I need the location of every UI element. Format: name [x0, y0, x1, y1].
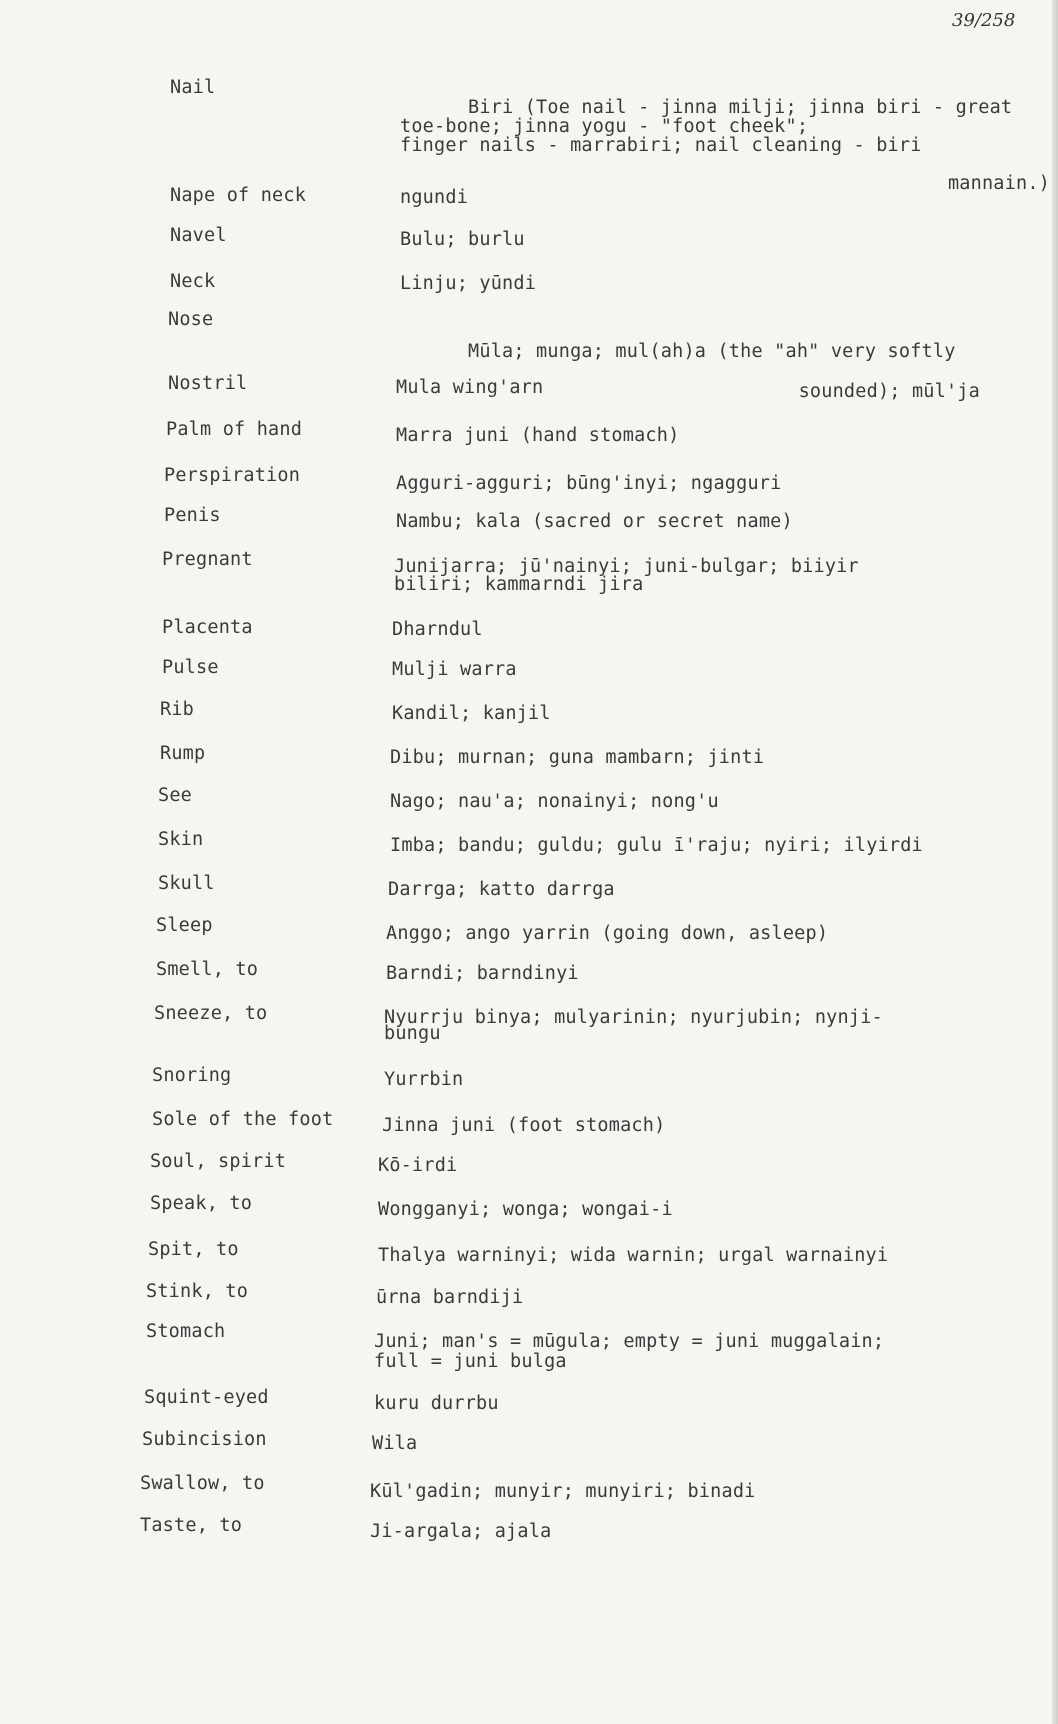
entry-term: Subincision — [142, 1429, 267, 1450]
entry-definition: Mulji warra — [392, 659, 517, 680]
entry-term: Rib — [160, 699, 195, 720]
entry-definition — [400, 79, 1058, 231]
entry-definition: Agguri-agguri; būng'inyi; ngagguri — [396, 473, 782, 494]
entry-definition: Yurrbin — [384, 1069, 464, 1090]
entry-definition: Nago; nau'a; nonainyi; nong'u — [390, 791, 719, 812]
entry-term: Squint-eyed — [144, 1387, 269, 1408]
entry-term: Snoring — [152, 1065, 232, 1086]
entry-term: Sole of the foot — [152, 1109, 334, 1130]
entry-term: Pulse — [162, 657, 219, 678]
entry-term: Stomach — [146, 1321, 226, 1342]
entry-definition: ngundi — [400, 187, 469, 208]
entry-term: Sneeze, to — [154, 1003, 268, 1024]
entry-term: Perspiration — [164, 465, 301, 486]
definition-tail: sounded); mūl'ja — [798, 381, 980, 402]
definition-text: Biri (Toe nail - jinna milji; jinna biri - great toe-bone; jinna yogu - "foot cheek"; finger nails - marrabiri; nail cleaning - biri — [400, 97, 1013, 156]
entry-term: Navel — [170, 225, 227, 246]
entry-term: Rump — [160, 743, 206, 764]
entry-term: Sleep — [156, 915, 213, 936]
entry-term: Neck — [170, 271, 216, 292]
entry-definition: Bulu; burlu — [400, 229, 525, 250]
entry-definition: Kūl'gadin; munyir; munyiri; binadi — [370, 1481, 756, 1502]
entry-definition: Marra juni (hand stomach) — [396, 425, 680, 446]
entry-definition: Nyurrju binya; mulyarinin; nyurjubin; nynji- bungu — [384, 1007, 883, 1044]
entry-definition: Barndi; barndinyi — [386, 963, 579, 984]
entry-definition: Darrga; katto darrga — [388, 879, 615, 900]
entry-term: Nail — [170, 77, 216, 98]
entry-term: Nose — [168, 309, 214, 330]
entry-definition: Nambu; kala (sacred or secret name) — [396, 511, 793, 532]
entry-term: See — [158, 785, 193, 806]
definition-tail: mannain.) — [947, 173, 1050, 194]
page-edge — [1052, 0, 1058, 1724]
entry-definition: Imba; bandu; guldu; gulu ī'raju; nyiri; ilyirdi — [390, 835, 923, 856]
entry-definition: Kō-irdi — [378, 1155, 458, 1176]
definition-text: Mūla; munga; mul(ah)a (the "ah" very softly — [468, 341, 956, 362]
entry-term: Speak, to — [150, 1193, 253, 1214]
entry-definition: Jinna juni (foot stomach) — [382, 1115, 666, 1136]
page-number: 39/258 — [952, 10, 1016, 31]
entry-definition: Kandil; kanjil — [392, 703, 551, 724]
entry-definition: Juni; man's = mūgula; empty = juni muggalain; full = juni bulga — [374, 1331, 885, 1372]
entry-term: Skull — [158, 873, 215, 894]
entry-term: Spit, to — [148, 1239, 239, 1260]
entry-term: Stink, to — [146, 1281, 249, 1302]
entry-term: Placenta — [162, 617, 253, 638]
entry-definition: Junijarra; jū'nainyi; juni-bulgar; biiyir biliri; kammarndi jira — [394, 556, 859, 595]
entry-term: Skin — [158, 829, 204, 850]
entry-definition: Ji-argala; ajala — [370, 1521, 552, 1542]
entry-term: Smell, to — [156, 959, 259, 980]
entry-definition: Mula wing'arn — [396, 377, 544, 398]
entry-definition: Dibu; murnan; guna mambarn; jinti — [390, 747, 765, 768]
entry-term: Nape of neck — [170, 185, 307, 206]
entry-definition: ūrna barndiji — [376, 1287, 524, 1308]
entry-term: Swallow, to — [140, 1473, 265, 1494]
entry-term: Penis — [164, 505, 221, 526]
entry-definition: Dharndul — [392, 619, 483, 640]
entry-term: Taste, to — [140, 1515, 243, 1536]
entry-definition: Anggo; ango yarrin (going down, asleep) — [386, 923, 829, 944]
entry-term: Palm of hand — [166, 419, 303, 440]
entry-definition: Wila — [372, 1433, 418, 1454]
entry-term: Pregnant — [162, 549, 253, 570]
entry-definition: Wongganyi; wonga; wongai-i — [378, 1199, 673, 1220]
entry-definition: kuru durrbu — [374, 1393, 499, 1414]
entry-definition: Thalya warninyi; wida warnin; urgal warnainyi — [378, 1245, 889, 1266]
entry-term: Nostril — [168, 373, 248, 394]
entry-definition: Linju; yūndi — [400, 273, 537, 294]
entry-term: Soul, spirit — [150, 1151, 287, 1172]
